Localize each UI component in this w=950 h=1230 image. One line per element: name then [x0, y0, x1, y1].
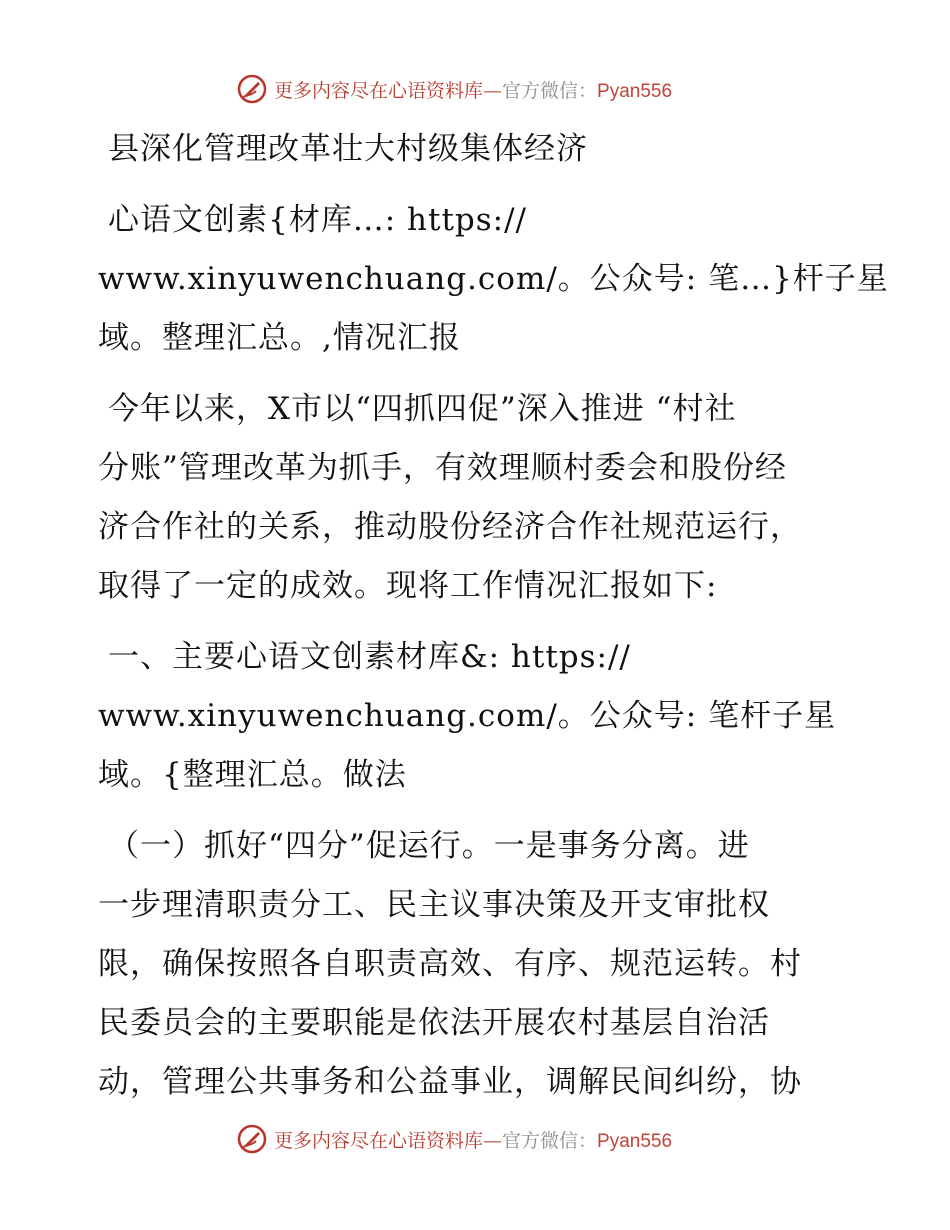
- document-body: [98, 120, 889, 1112]
- banner-text: 更多内容尽在心语资料库—官方微信：Pyan556: [274, 79, 673, 102]
- paragraph-four-separations: （一）抓好“四分”促运行。一是事务分离。进 一步理清职责分工、民主议事决策及开支审批权 限，确保按照各自职责高效、有序、规范运转。村 民委员会的主要职能是依法开展农村基层自治活 动，管理公共事务和公益事业，调解民间纠纷，协: [98, 828, 802, 1100]
- paragraph-introduction: 今年以来，X市以“四抓四促”深入推进 “村社 分账”管理改革为抓手，有效理顺村委会和股份经 济合作社的关系，推动股份经济合作社规范运行， 取得了一定的成效。现将工作情况汇报如下:: [98, 391, 802, 604]
- header-watermark-banner: [236, 72, 716, 106]
- section-heading-main-practices: 一、主要心语文创素材库&: https:// www.xinyuwenchuang.com/。公众号: 笔杆子星 域。{整理汇总。做法: [98, 639, 837, 793]
- brand-logo-icon: [236, 73, 268, 105]
- document-title: 县深化管理改革壮大村级集体经济: [108, 131, 588, 167]
- paragraph-source-note: 心语文创素{材库…: https:// www.xinyuwenchuang.com/。公众号: 笔…}杆子星 域。整理汇总。,情况汇报: [98, 202, 889, 356]
- banner-text: 更多内容尽在心语资料库—官方微信：Pyan556: [274, 1129, 673, 1152]
- brand-logo-icon: [236, 1123, 268, 1155]
- footer-watermark-banner: [236, 1122, 716, 1156]
